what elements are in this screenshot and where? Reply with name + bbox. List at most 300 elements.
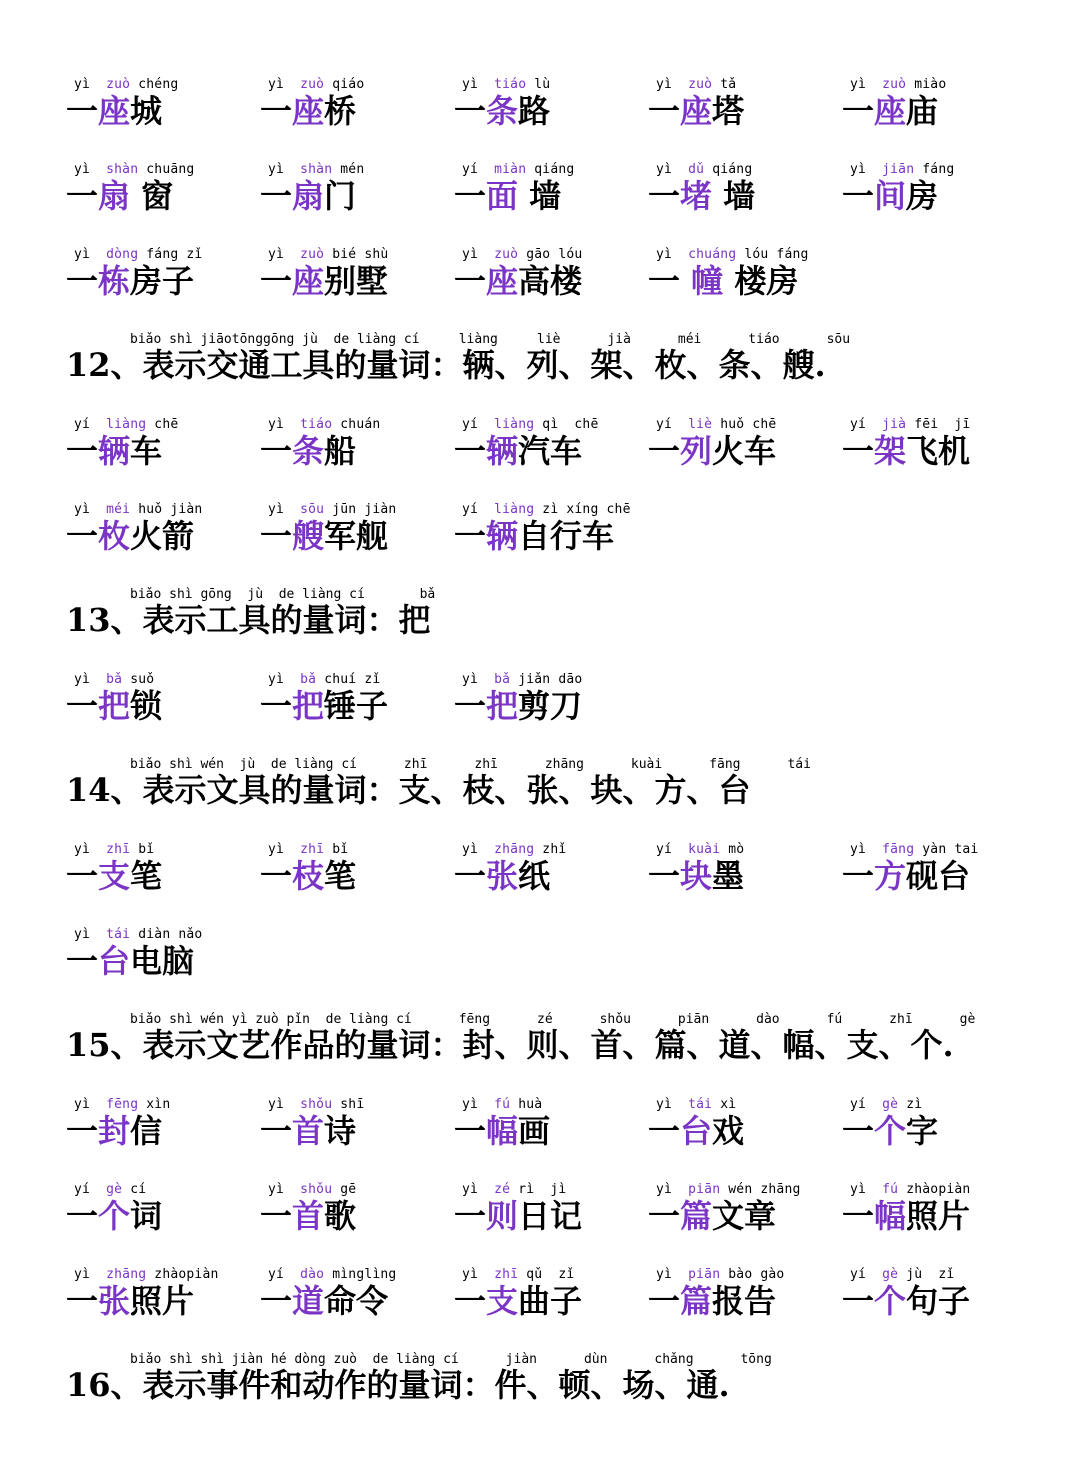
hanzi-measure-word: 张 <box>98 1282 131 1320</box>
pinyin-yi: yì <box>268 502 285 517</box>
hanzi-yi: 一 <box>842 1197 875 1235</box>
section-heading <box>66 588 1026 650</box>
hanzi-measure-word: 艘 <box>292 517 325 555</box>
phrase-hanzi <box>842 1196 970 1236</box>
measure-word-phrase <box>454 843 654 903</box>
pinyin-measure-word: zuò <box>688 77 713 92</box>
hanzi-yi: 一 <box>260 177 293 215</box>
pinyin-measure-word: gè <box>882 1097 899 1112</box>
hanzi-measure-word: 扇 <box>98 177 131 215</box>
phrase-pinyin <box>462 163 574 177</box>
pinyin-measure-word: zhī <box>494 1267 519 1282</box>
measure-word-phrase <box>454 248 654 308</box>
hanzi-measure-word: 辆 <box>486 517 519 555</box>
pinyin-yi: yì <box>74 1267 91 1282</box>
hanzi-yi: 一 <box>66 687 99 725</box>
phrase-hanzi <box>842 1281 970 1321</box>
measure-word-phrase <box>260 1183 460 1243</box>
pinyin-yi: yì <box>268 842 285 857</box>
pinyin-yi: yí <box>850 1097 867 1112</box>
measure-word-phrase <box>842 1183 1042 1243</box>
pinyin-measure-word: liàng <box>494 417 535 432</box>
section-heading-pinyin: biǎo shì shì jiàn hé dòng zuò de liàng cí jiàn dùn chǎng tōng <box>130 1352 772 1367</box>
pinyin-yi: yí <box>850 1267 867 1282</box>
hanzi-noun: 路 <box>518 92 551 130</box>
hanzi-noun: 火车 <box>712 432 777 470</box>
measure-word-phrase <box>66 163 266 223</box>
hanzi-yi: 一 <box>260 262 293 300</box>
hanzi-yi: 一 <box>454 517 487 555</box>
hanzi-yi: 一 <box>648 262 681 300</box>
pinyin-yi: yì <box>268 417 285 432</box>
phrase-hanzi <box>66 176 173 216</box>
pinyin-noun: bǐ <box>138 842 155 857</box>
pinyin-yi: yí <box>656 842 673 857</box>
pinyin-noun: gē <box>340 1182 357 1197</box>
hanzi-yi: 一 <box>66 857 99 895</box>
phrase-pinyin <box>74 1098 170 1112</box>
phrase-hanzi <box>66 516 194 556</box>
measure-word-phrase <box>842 843 1042 903</box>
phrase-hanzi <box>454 856 550 896</box>
measure-word-phrase <box>454 1098 654 1158</box>
phrase-hanzi <box>648 1281 776 1321</box>
phrase-hanzi <box>842 431 970 471</box>
measure-word-phrase <box>260 418 460 478</box>
pinyin-measure-word: liè <box>688 417 713 432</box>
phrase-hanzi <box>260 686 388 726</box>
pinyin-noun: gāo lóu <box>526 247 583 262</box>
pinyin-noun: huà <box>518 1097 543 1112</box>
phrase-pinyin <box>268 78 364 92</box>
hanzi-noun: 房 <box>906 177 939 215</box>
pinyin-yi: yí <box>268 1267 285 1282</box>
pinyin-yi: yì <box>74 77 91 92</box>
hanzi-measure-word: 辆 <box>98 432 131 470</box>
hanzi-measure-word: 台 <box>680 1112 713 1150</box>
hanzi-yi: 一 <box>454 262 487 300</box>
pinyin-noun: bǐ <box>332 842 349 857</box>
pinyin-yi: yì <box>268 77 285 92</box>
measure-word-phrase <box>648 418 848 478</box>
hanzi-measure-word: 座 <box>292 262 325 300</box>
phrase-hanzi <box>648 856 744 896</box>
pinyin-yi: yì <box>656 247 673 262</box>
hanzi-noun: 诗 <box>324 1112 357 1150</box>
phrase-pinyin <box>268 503 396 517</box>
pinyin-noun: qiáng <box>534 162 575 177</box>
pinyin-yi: yì <box>462 1097 479 1112</box>
section-heading-text: 16、表示事件和动作的量词：件、顿、场、通. <box>66 1366 730 1404</box>
phrase-hanzi <box>260 176 356 216</box>
pinyin-measure-word: bǎ <box>300 672 317 687</box>
phrase-hanzi <box>66 261 194 301</box>
phrase-pinyin <box>656 163 752 177</box>
phrase-hanzi <box>260 431 356 471</box>
section-heading-text: 13、表示工具的量词：把 <box>66 601 431 639</box>
measure-word-phrase <box>842 163 1042 223</box>
hanzi-yi: 一 <box>454 432 487 470</box>
measure-word-phrase <box>260 1268 460 1328</box>
phrase-pinyin <box>850 1268 954 1282</box>
hanzi-noun: 歌 <box>324 1197 357 1235</box>
pinyin-yi: yì <box>268 162 285 177</box>
pinyin-noun: chē <box>154 417 179 432</box>
pinyin-measure-word: gè <box>882 1267 899 1282</box>
hanzi-yi: 一 <box>66 517 99 555</box>
hanzi-yi: 一 <box>648 432 681 470</box>
section-heading-text: 12、表示交通工具的量词：辆、列、架、枚、条、艘. <box>66 346 826 384</box>
pinyin-noun: huǒ chē <box>720 417 777 432</box>
section-heading-pinyin: biǎo shì wén jù de liàng cí zhī zhī zhāng kuài fāng tái <box>130 757 811 772</box>
pinyin-yi: yì <box>462 1267 479 1282</box>
hanzi-noun: 墨 <box>712 857 745 895</box>
phrase-pinyin <box>268 418 380 432</box>
measure-word-phrase <box>260 843 460 903</box>
pinyin-measure-word: fú <box>882 1182 899 1197</box>
hanzi-measure-word: 枝 <box>292 857 325 895</box>
pinyin-yi: yí <box>462 162 479 177</box>
phrase-pinyin <box>74 78 178 92</box>
hanzi-measure-word: 支 <box>98 857 131 895</box>
hanzi-measure-word: 篇 <box>680 1282 713 1320</box>
hanzi-measure-word: 把 <box>98 687 131 725</box>
phrase-pinyin <box>462 248 582 262</box>
pinyin-yi: yì <box>850 77 867 92</box>
hanzi-yi: 一 <box>260 432 293 470</box>
pinyin-measure-word: fēng <box>106 1097 139 1112</box>
hanzi-noun: 笔 <box>324 857 357 895</box>
phrase-hanzi <box>842 1111 938 1151</box>
hanzi-noun: 字 <box>906 1112 939 1150</box>
hanzi-yi: 一 <box>260 857 293 895</box>
measure-word-phrase <box>66 843 266 903</box>
phrase-pinyin <box>74 1183 146 1197</box>
measure-word-phrase <box>66 503 266 563</box>
phrase-pinyin <box>462 78 550 92</box>
hanzi-measure-word: 台 <box>98 942 131 980</box>
hanzi-measure-word: 座 <box>98 92 131 130</box>
hanzi-yi: 一 <box>842 177 875 215</box>
hanzi-yi: 一 <box>454 92 487 130</box>
pinyin-noun: zhàopiàn <box>154 1267 219 1282</box>
pinyin-noun: mìnglìng <box>332 1267 397 1282</box>
hanzi-noun: 照片 <box>130 1282 195 1320</box>
hanzi-yi: 一 <box>454 177 487 215</box>
hanzi-measure-word: 首 <box>292 1112 325 1150</box>
phrase-pinyin <box>268 1268 396 1282</box>
hanzi-yi: 一 <box>454 1282 487 1320</box>
hanzi-noun: 墙 <box>518 177 562 215</box>
measure-word-phrase <box>260 248 460 308</box>
phrase-hanzi <box>454 1281 582 1321</box>
hanzi-noun: 楼房 <box>723 262 799 300</box>
pinyin-noun: qì chē <box>542 417 599 432</box>
measure-word-phrase <box>454 673 654 733</box>
pinyin-measure-word: zhī <box>300 842 325 857</box>
hanzi-noun: 电脑 <box>130 942 195 980</box>
phrase-hanzi <box>648 1111 744 1151</box>
hanzi-yi: 一 <box>842 92 875 130</box>
pinyin-measure-word: zuò <box>494 247 519 262</box>
phrase-pinyin <box>268 1098 364 1112</box>
phrase-pinyin <box>268 843 348 857</box>
phrase-pinyin <box>850 843 978 857</box>
hanzi-yi: 一 <box>260 1282 293 1320</box>
pinyin-yi: yì <box>462 672 479 687</box>
phrase-hanzi <box>648 1196 776 1236</box>
hanzi-yi: 一 <box>66 262 99 300</box>
hanzi-measure-word: 把 <box>486 687 519 725</box>
pinyin-measure-word: zuò <box>300 247 325 262</box>
hanzi-measure-word: 块 <box>680 857 713 895</box>
hanzi-noun: 锁 <box>130 687 163 725</box>
phrase-pinyin <box>74 418 178 432</box>
phrase-pinyin <box>74 928 202 942</box>
phrase-hanzi <box>454 431 582 471</box>
pinyin-measure-word: zé <box>494 1182 511 1197</box>
pinyin-measure-word: liàng <box>494 502 535 517</box>
pinyin-measure-word: kuài <box>688 842 721 857</box>
phrase-pinyin <box>656 1183 801 1197</box>
measure-word-phrase <box>648 1098 848 1158</box>
pinyin-measure-word: tiáo <box>300 417 333 432</box>
phrase-pinyin <box>462 673 582 687</box>
hanzi-noun: 照片 <box>906 1197 971 1235</box>
measure-word-phrase <box>260 78 460 138</box>
pinyin-measure-word: bǎ <box>106 672 123 687</box>
pinyin-measure-word: dǔ <box>688 162 705 177</box>
hanzi-measure-word: 幅 <box>874 1197 907 1235</box>
measure-word-phrase <box>454 418 654 478</box>
hanzi-noun: 窗 <box>130 177 174 215</box>
measure-word-phrase <box>648 248 848 308</box>
measure-word-phrase <box>260 673 460 733</box>
measure-word-phrase <box>842 1098 1042 1158</box>
hanzi-yi: 一 <box>648 1197 681 1235</box>
pinyin-noun: lù <box>534 77 551 92</box>
hanzi-yi: 一 <box>842 857 875 895</box>
hanzi-noun: 纸 <box>518 857 551 895</box>
pinyin-noun: qǔ zǐ <box>526 1267 575 1282</box>
hanzi-measure-word: 列 <box>680 432 713 470</box>
measure-word-phrase <box>66 1268 266 1328</box>
measure-word-phrase <box>260 163 460 223</box>
measure-word-phrase <box>260 503 460 563</box>
hanzi-measure-word: 个 <box>98 1197 131 1235</box>
pinyin-noun: chuán <box>340 417 381 432</box>
measure-word-phrase <box>648 1183 848 1243</box>
hanzi-noun: 塔 <box>712 92 745 130</box>
pinyin-measure-word: bǎ <box>494 672 511 687</box>
pinyin-noun: zhǐ <box>542 842 567 857</box>
measure-word-phrase <box>66 78 266 138</box>
hanzi-noun: 门 <box>324 177 357 215</box>
pinyin-yi: yì <box>656 1267 673 1282</box>
hanzi-noun: 日记 <box>518 1197 583 1235</box>
pinyin-yi: yì <box>74 842 91 857</box>
hanzi-yi: 一 <box>648 1112 681 1150</box>
hanzi-measure-word: 架 <box>874 432 907 470</box>
hanzi-yi: 一 <box>66 432 99 470</box>
pinyin-measure-word: miàn <box>494 162 527 177</box>
measure-word-phrase <box>648 1268 848 1328</box>
phrase-pinyin <box>462 1098 542 1112</box>
pinyin-yi: yì <box>74 927 91 942</box>
phrase-hanzi <box>260 91 356 131</box>
section-heading <box>66 758 1026 820</box>
hanzi-noun: 船 <box>324 432 357 470</box>
phrase-pinyin <box>850 163 954 177</box>
measure-word-phrase <box>66 418 266 478</box>
phrase-hanzi <box>66 1111 162 1151</box>
measure-word-phrase <box>648 843 848 903</box>
section-heading-text: 14、表示文具的量词：支、枝、张、块、方、台 <box>66 771 751 809</box>
phrase-pinyin <box>74 1268 219 1282</box>
pinyin-noun: zì xíng chē <box>542 502 631 517</box>
pinyin-noun: zhàopiàn <box>906 1182 971 1197</box>
hanzi-measure-word: 首 <box>292 1197 325 1235</box>
phrase-hanzi <box>66 941 194 981</box>
hanzi-noun: 汽车 <box>518 432 583 470</box>
measure-word-phrase <box>454 1268 654 1328</box>
measure-word-phrase <box>454 1183 654 1243</box>
hanzi-measure-word: 把 <box>292 687 325 725</box>
pinyin-yi: yí <box>74 1182 91 1197</box>
phrase-pinyin <box>268 163 364 177</box>
phrase-hanzi <box>842 91 938 131</box>
phrase-hanzi <box>648 261 798 301</box>
hanzi-noun: 戏 <box>712 1112 745 1150</box>
section-heading <box>66 1013 1026 1075</box>
hanzi-yi: 一 <box>66 1197 99 1235</box>
measure-word-phrase <box>66 248 266 308</box>
phrase-hanzi <box>454 91 550 131</box>
pinyin-noun: shī <box>340 1097 365 1112</box>
hanzi-noun: 城 <box>130 92 163 130</box>
hanzi-noun: 文章 <box>712 1197 777 1235</box>
pinyin-noun: diàn nǎo <box>138 927 203 942</box>
phrase-pinyin <box>462 1183 566 1197</box>
hanzi-noun: 高楼 <box>518 262 583 300</box>
hanzi-measure-word: 栋 <box>98 262 131 300</box>
pinyin-measure-word: jià <box>882 417 907 432</box>
phrase-hanzi <box>260 261 388 301</box>
phrase-pinyin <box>850 1098 922 1112</box>
section-heading-pinyin: biǎo shì gōng jù de liàng cí bǎ <box>130 587 436 602</box>
hanzi-yi: 一 <box>66 92 99 130</box>
phrase-pinyin <box>850 418 970 432</box>
phrase-pinyin <box>462 1268 574 1282</box>
pinyin-measure-word: fāng <box>882 842 915 857</box>
phrase-pinyin <box>850 1183 970 1197</box>
pinyin-measure-word: shǒu <box>300 1097 333 1112</box>
phrase-hanzi <box>66 686 162 726</box>
pinyin-noun: fēi jī <box>914 417 971 432</box>
pinyin-measure-word: piān <box>688 1182 721 1197</box>
pinyin-yi: yì <box>74 502 91 517</box>
phrase-hanzi <box>454 686 582 726</box>
pinyin-yi: yì <box>268 1097 285 1112</box>
pinyin-noun: zì <box>906 1097 923 1112</box>
section-heading <box>66 333 1026 395</box>
hanzi-yi: 一 <box>454 687 487 725</box>
pinyin-noun: jūn jiàn <box>332 502 397 517</box>
hanzi-yi: 一 <box>66 177 99 215</box>
phrase-hanzi <box>66 1281 194 1321</box>
hanzi-yi: 一 <box>66 1112 99 1150</box>
pinyin-measure-word: zuò <box>882 77 907 92</box>
phrase-hanzi <box>260 856 356 896</box>
hanzi-yi: 一 <box>454 857 487 895</box>
hanzi-yi: 一 <box>842 432 875 470</box>
pinyin-noun: jiǎn dāo <box>518 672 583 687</box>
hanzi-yi: 一 <box>454 1112 487 1150</box>
pinyin-measure-word: tái <box>106 927 131 942</box>
pinyin-yi: yì <box>850 842 867 857</box>
phrase-pinyin <box>656 843 744 857</box>
measure-word-phrase <box>454 78 654 138</box>
hanzi-measure-word: 封 <box>98 1112 131 1150</box>
measure-word-phrase <box>66 928 266 988</box>
measure-word-phrase <box>648 78 848 138</box>
pinyin-yi: yí <box>74 417 91 432</box>
phrase-hanzi <box>260 1111 356 1151</box>
hanzi-measure-word: 个 <box>874 1282 907 1320</box>
phrase-hanzi <box>66 1196 162 1236</box>
phrase-pinyin <box>74 248 202 262</box>
phrase-hanzi <box>454 176 561 216</box>
phrase-pinyin <box>74 843 154 857</box>
hanzi-measure-word: 幢 <box>680 262 724 300</box>
section-heading-pinyin: biǎo shì wén yì zuò pǐn de liàng cí fēng zé shǒu piān dào fú zhī gè <box>130 1012 976 1027</box>
hanzi-noun: 火箭 <box>130 517 195 555</box>
hanzi-measure-word: 方 <box>874 857 907 895</box>
pinyin-yi: yì <box>462 1182 479 1197</box>
phrase-pinyin <box>656 418 776 432</box>
hanzi-measure-word: 间 <box>874 177 907 215</box>
hanzi-noun: 桥 <box>324 92 357 130</box>
hanzi-yi: 一 <box>648 92 681 130</box>
pinyin-measure-word: sōu <box>300 502 325 517</box>
phrase-pinyin <box>268 1183 356 1197</box>
pinyin-yi: yì <box>656 1097 673 1112</box>
pinyin-yi: yì <box>850 162 867 177</box>
hanzi-yi: 一 <box>648 1282 681 1320</box>
hanzi-noun: 句子 <box>906 1282 971 1320</box>
hanzi-noun: 画 <box>518 1112 551 1150</box>
measure-word-phrase <box>66 1098 266 1158</box>
hanzi-measure-word: 扇 <box>292 177 325 215</box>
section-heading <box>66 1353 1026 1415</box>
phrase-hanzi <box>648 431 776 471</box>
pinyin-measure-word: dòng <box>106 247 139 262</box>
hanzi-yi: 一 <box>648 177 681 215</box>
hanzi-measure-word: 枚 <box>98 517 131 555</box>
hanzi-noun: 信 <box>130 1112 163 1150</box>
phrase-hanzi <box>454 516 614 556</box>
pinyin-noun: chuāng <box>146 162 195 177</box>
phrase-hanzi <box>66 856 162 896</box>
pinyin-noun: chéng <box>138 77 179 92</box>
phrase-pinyin <box>462 503 631 517</box>
pinyin-yi: yì <box>462 842 479 857</box>
hanzi-noun: 自行车 <box>518 517 615 555</box>
pinyin-noun: xìn <box>146 1097 171 1112</box>
hanzi-noun: 庙 <box>906 92 939 130</box>
section-heading-text: 15、表示文艺作品的量词：封、则、首、篇、道、幅、支、个. <box>66 1026 954 1064</box>
pinyin-noun: xì <box>720 1097 737 1112</box>
